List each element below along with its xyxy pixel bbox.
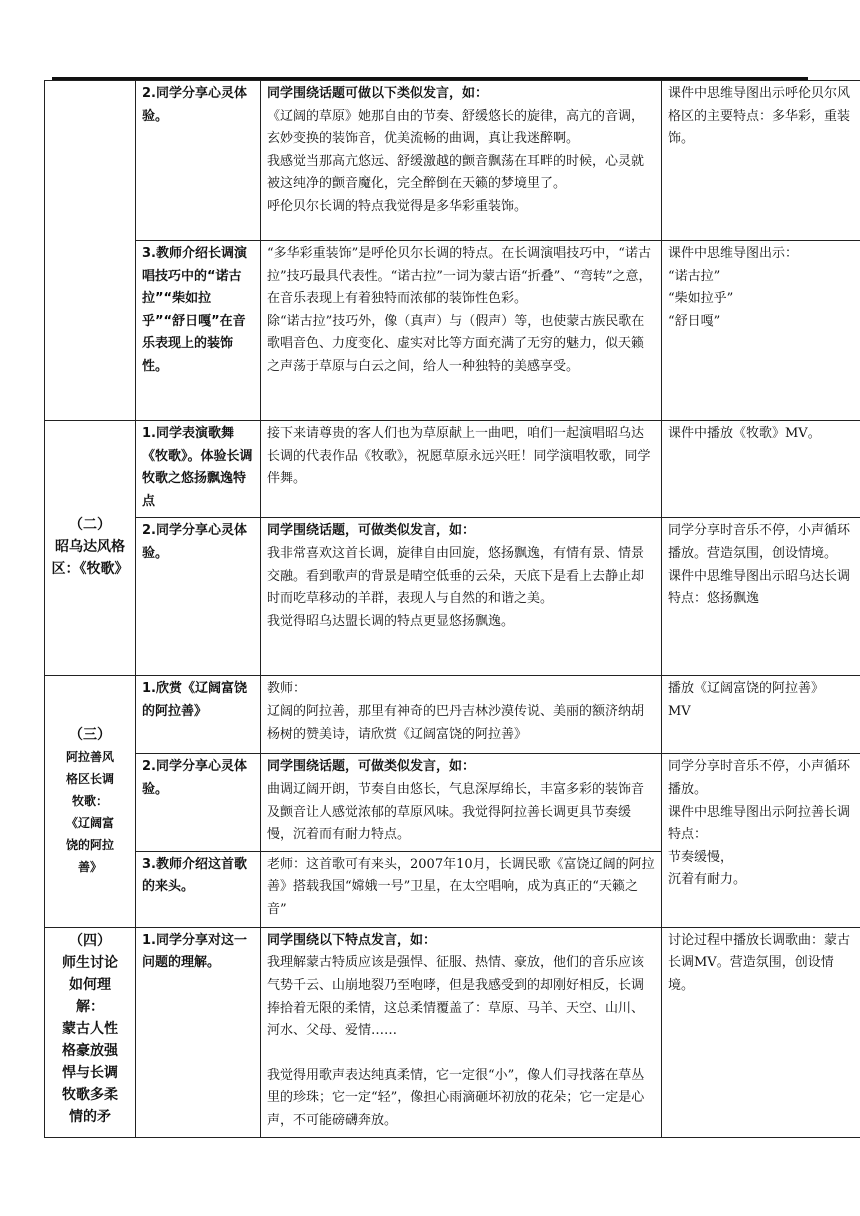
content-paragraph: 我感觉当那高亢悠远、舒缓激越的颤音飘荡在耳畔的时候，心灵就被这纯净的颤音魔化，完全醉倒在天籁的梦境里了。: [267, 153, 645, 192]
table-row: [45, 927, 860, 1137]
section-number: （二）: [69, 517, 111, 534]
content-paragraph: 我觉得用歌声表达纯真柔情，它一定很“小”，像人们寻找落在草丛里的珍珠；它一定“轻”，像担心雨滴砸坏初放的花朵；它一定是心声，不可能磅礴奔放。: [267, 1067, 645, 1128]
note-text: 同学分享时音乐不停，小声循环播放。: [668, 759, 851, 797]
note-cell: [662, 421, 860, 518]
note-text: 同学分享时音乐不停，小声循环播放。营造氛围，创设情境。: [668, 523, 851, 561]
section-cell-empty: [45, 81, 136, 421]
note-text: “诺古拉”: [668, 268, 721, 284]
note-text: 课件中思维导图出示：: [668, 246, 799, 261]
table-row: [45, 676, 860, 754]
content-paragraph: 《辽阔的草原》她那自由的节奏、舒缓悠长的旋律，高亢的音调，玄妙变换的装饰音，优美流畅的曲调，真让我迷醉啊。: [267, 108, 645, 147]
activity-text: 1.欣赏《辽阔富饶的阿拉善》: [142, 681, 247, 719]
note-text: 课件中思维导图出示昭乌达长调特点：悠扬飘逸: [668, 568, 851, 607]
content-paragraph: 呼伦贝尔长调的特点我觉得是多华彩重装饰。: [267, 198, 528, 214]
content-paragraph: 我理解蒙古特质应该是强悍、征服、热情、豪放，他们的音乐应该气势千云、山崩地裂乃至咆哮，但是我感受到的却刚好相反，长调捧拾着无限的柔情，这总柔情覆盖了：草原、马羊、天空、山川、河水、父母、爱情……: [267, 955, 645, 1039]
activity-cell: [136, 754, 261, 851]
activity-text: 1.同学分享对这一问题的理解。: [142, 932, 247, 971]
content-paragraph: 曲调辽阔开朗，节奏自由悠长，气息深厚绵长，丰富多彩的装饰音及颤音让人感觉浓郁的草原风味。我觉得阿拉善长调更具节奏缓慢，沉着而有耐力特点。: [267, 781, 645, 843]
paragraph-gap: [267, 1043, 655, 1065]
note-cell: [662, 927, 860, 1137]
lesson-plan-table: [44, 80, 860, 1138]
note-cell: [662, 754, 860, 927]
content-paragraph: 辽阔的阿拉善，那里有神奇的巴丹吉林沙漠传说、美丽的额济纳胡杨树的赞美诗，请欣赏《辽阔富饶的阿拉善》: [267, 703, 645, 742]
note-text: “柴如拉乎”: [668, 291, 734, 307]
section-title-line: 解：: [76, 998, 104, 1015]
activity-cell: [136, 518, 261, 676]
note-cell: [662, 81, 860, 241]
activity-cell: [136, 421, 261, 518]
section-title-line: 情的矛: [69, 1108, 111, 1125]
activity-cell: [136, 676, 261, 754]
section-title: 昭乌达风格区：《牧歌》: [51, 539, 129, 578]
section-title-line: 如何理: [69, 976, 111, 993]
activity-text: 2.同学分享心灵体验。: [142, 86, 247, 124]
table-row: [45, 421, 860, 518]
content-heading: 同学围绕以下特点发言，如：: [267, 932, 437, 948]
note-text: 播放《辽阔富饶的阿拉善》: [668, 681, 825, 697]
section-title-line: 悍与长调: [62, 1064, 118, 1081]
table-row: [45, 518, 860, 676]
section-title-line: 蒙古人性: [62, 1020, 118, 1037]
content-cell: [261, 927, 662, 1137]
note-cell: [662, 676, 860, 754]
content-cell: [261, 421, 662, 518]
section-title-line: 《辽阔富: [65, 815, 114, 830]
section-title-line: 饶的阿拉: [65, 837, 114, 852]
note-cell: [662, 518, 860, 676]
note-text: 讨论过程中播放长调歌曲：蒙古长调MV。营造氛围，创设情境。: [668, 932, 851, 993]
content-paragraph: 我非常喜欢这首长调，旋律自由回旋，悠扬飘逸，有情有景、情景交融。看到歌声的背景是晴空低垂的云朵，天底下是看上去静止却时而吃草移动的羊群，表现人与自然的和谐之美。: [267, 545, 645, 607]
section-number: （四）: [69, 932, 111, 949]
note-text: 课件中播放《牧歌》MV。: [668, 426, 821, 441]
content-cell: [261, 241, 662, 421]
activity-text: 2.同学分享心灵体验。: [142, 523, 247, 561]
section-title-line: 格区长调: [65, 771, 114, 786]
content-paragraph: “多华彩重装饰”是呼伦贝尔长调的特点。在长调演唱技巧中，“诺古拉”技巧最具代表性。“诺古拉”一词为蒙古语“折叠”、“弯转”之意，在音乐表现上有着独特而浓郁的装饰性色彩。: [267, 246, 652, 307]
activity-cell: [136, 81, 261, 241]
section-title-line: 牧歌：: [71, 793, 108, 808]
section-title-line: 牧歌多柔: [62, 1086, 118, 1103]
activity-cell: [136, 241, 261, 421]
table-row: [45, 81, 860, 241]
activity-text: 3.教师介绍长调演唱技巧中的“诺古拉”“柴如拉乎”“舒日嘎”在音乐表现上的装饰性。: [142, 246, 247, 374]
note-text: “舒日嘎”: [668, 313, 721, 329]
content-cell: [261, 518, 662, 676]
content-paragraph: 老师：这首歌可有来头，2007年10月，长调民歌《富饶辽阔的阿拉善》搭载我国“嫦娥一号”卫星，在太空唱响，成为真正的“天籁之音”: [267, 856, 655, 917]
section-cell: [45, 676, 136, 927]
content-cell: [261, 851, 662, 927]
section-cell: [45, 421, 136, 676]
section-title-line: 师生讨论: [62, 954, 118, 971]
table-row: [45, 241, 860, 421]
activity-cell: [136, 851, 261, 927]
activity-cell: [136, 927, 261, 1137]
section-title-line: 格豪放强: [62, 1042, 118, 1059]
content-cell: [261, 754, 662, 851]
activity-text: 3.教师介绍这首歌的来头。: [142, 856, 247, 895]
content-paragraph: 我觉得昭乌达盟长调的特点更显悠扬飘逸。: [267, 613, 515, 629]
note-text: 课件中思维导图出示呼伦贝尔风格区的主要特点：多华彩，重装饰。: [668, 86, 851, 147]
note-text: 沉着有耐力。: [668, 872, 747, 888]
content-cell: [261, 81, 662, 241]
content-heading: 同学围绕话题可做以下类似发言，如：: [267, 86, 489, 101]
note-text: 课件中思维导图出示阿拉善长调特点：: [668, 804, 851, 843]
content-paragraph: 除“诺古拉”技巧外，像（真声）与（假声）等，也使蒙古族民歌在歌唱音色、力度变化、虚实对比等方面充满了无穷的魅力，似天籁之声荡于草原与白云之间，给人一种独特的美感享受。: [267, 313, 645, 374]
content-heading: 同学围绕话题，可做类似发言，如：: [267, 523, 476, 539]
note-cell: [662, 241, 860, 421]
note-text: MV: [668, 703, 691, 719]
content-paragraph: 教师：: [267, 681, 307, 697]
activity-text: 1.同学表演歌舞《牧歌》。体验长调牧歌之悠扬飘逸特点: [142, 426, 253, 509]
activity-text: 2.同学分享心灵体验。: [142, 759, 247, 797]
content-cell: [261, 676, 662, 754]
note-text: 节奏缓慢，: [668, 849, 734, 865]
section-number: （三）: [69, 726, 111, 743]
table-row: [45, 754, 860, 851]
section-title-line: 善》: [77, 859, 102, 874]
section-title-line: 阿拉善风: [65, 749, 114, 764]
section-cell: [45, 927, 136, 1137]
content-heading: 同学围绕话题，可做类似发言，如：: [267, 759, 476, 775]
content-paragraph: 接下来请尊贵的客人们也为草原献上一曲吧，咱们一起演唱昭乌达长调的代表作品《牧歌》，祝愿草原永远兴旺！同学演唱牧歌，同学伴舞。: [267, 426, 651, 487]
